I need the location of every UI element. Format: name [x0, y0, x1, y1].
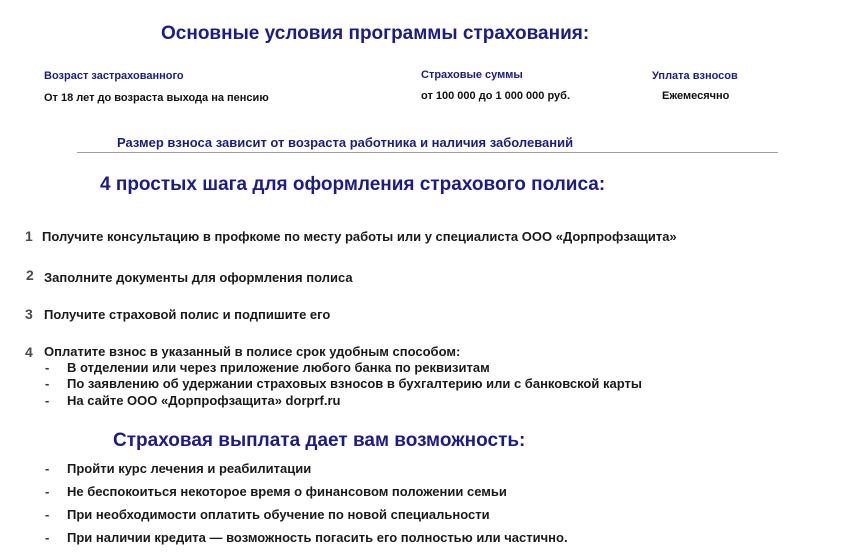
payment-option: На сайте ООО «Дорпрофзащита» dorprf.ru [67, 393, 341, 408]
list-dash: - [45, 530, 50, 545]
list-dash: - [45, 360, 50, 375]
step-number: 3 [25, 306, 33, 322]
page-title: Основные условия программы страхования: [161, 23, 590, 44]
step-number: 4 [25, 344, 33, 360]
age-label: Возраст застрахованного [44, 70, 184, 82]
age-value: От 18 лет до возраста выхода на пенсию [44, 92, 269, 104]
step-text: Получите консультацию в профкоме по месту работы или у специалиста ООО «Дорпрофзащита» [42, 229, 677, 244]
payment-option: В отделении или через приложение любого банка по реквизитам [67, 360, 490, 375]
sums-value: от 100 000 до 1 000 000 руб. [421, 90, 570, 102]
benefit-item: Пройти курс лечения и реабилитации [67, 461, 312, 476]
benefit-item: Не беспокоиться некоторое время о финансовом положении семьи [67, 484, 507, 499]
list-dash: - [45, 461, 50, 476]
step-text: Получите страховой полис и подпишите его [44, 307, 331, 322]
step-number: 2 [26, 267, 34, 283]
list-dash: - [45, 393, 50, 408]
divider [77, 152, 778, 153]
sums-label: Страховые суммы [421, 69, 523, 81]
benefit-item: При наличии кредита — возможность погасить его полностью или частично. [67, 530, 568, 545]
payment-value: Ежемесячно [662, 90, 730, 102]
step-text: Оплатите взнос в указанный в полисе срок удобным способом: [44, 344, 461, 359]
list-dash: - [45, 484, 50, 499]
steps-title: 4 простых шага для оформления страхового полиса: [100, 174, 606, 195]
step-text: Заполните документы для оформления полиса [44, 270, 353, 285]
step-number: 1 [25, 228, 33, 244]
payment-label: Уплата взносов [652, 70, 738, 82]
payment-option: По заявлению об удержании страховых взносов в бухгалтерию или с банковской карты [67, 376, 642, 391]
list-dash: - [45, 376, 50, 391]
contribution-note: Размер взноса зависит от возраста работника и наличия заболеваний [117, 135, 574, 150]
benefit-item: При необходимости оплатить обучение по новой специальности [67, 507, 490, 522]
benefits-title: Страховая выплата дает вам возможность: [113, 430, 526, 451]
list-dash: - [45, 507, 50, 522]
